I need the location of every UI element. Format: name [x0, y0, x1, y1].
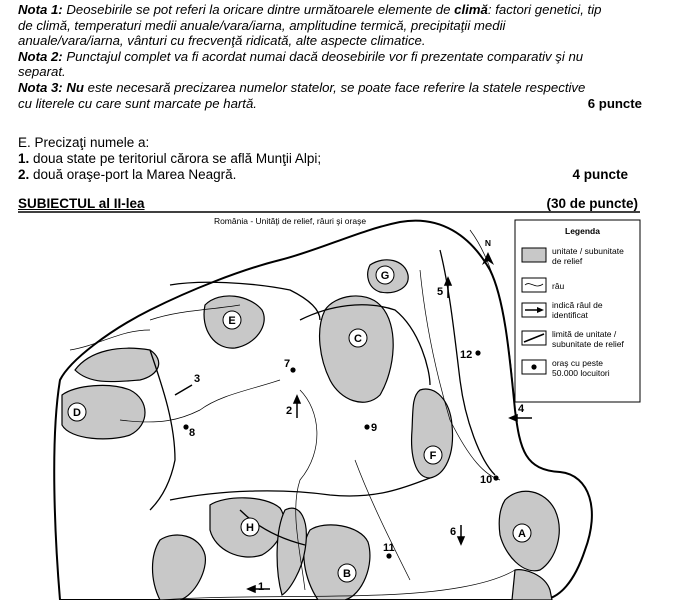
north-label: N	[484, 238, 492, 248]
romania-relief-map	[0, 210, 675, 600]
label-b	[338, 564, 356, 582]
legend-boundary-2: subunitate de relief	[552, 339, 624, 349]
legend-relief-swatch	[522, 248, 546, 262]
label-h-text: H	[246, 522, 254, 534]
legend-river: râu	[552, 281, 565, 291]
legend-city-1: oraş cu peste	[552, 358, 604, 368]
label-g-text: G	[380, 270, 390, 282]
note-3-label: Nota 3:	[18, 79, 63, 95]
num-10: 10	[480, 474, 493, 486]
note-1	[18, 2, 650, 18]
legend-arrow-2: identificat	[552, 310, 588, 320]
relief-unit-b	[304, 525, 370, 600]
num-5: 5	[437, 286, 444, 298]
note-1-bold: climă	[454, 2, 488, 17]
note-3-points: 6 puncte	[587, 95, 642, 111]
label-f-text: F	[429, 450, 437, 462]
city-9-dot	[364, 424, 369, 429]
label-b-text: B	[343, 568, 351, 580]
num-6: 6	[450, 526, 457, 538]
label-c-text: C	[354, 333, 362, 345]
label-g	[376, 266, 394, 284]
num-1: 1	[258, 581, 265, 593]
city-12-dot	[475, 350, 480, 355]
num-3: 3	[194, 373, 201, 385]
label-c	[349, 329, 367, 347]
note-1-text-b: : factori genetici, tip	[487, 2, 602, 17]
subject-heading	[18, 196, 638, 211]
city-11-dot	[386, 553, 391, 558]
note-3-text: este necesară precizarea numelor statelor, se poate face referire la statele respective	[83, 79, 586, 95]
label-e	[223, 311, 241, 329]
note-2-label: Nota 2:	[18, 48, 63, 64]
item-2-text: două oraşe-port la Marea Neagră.	[29, 167, 237, 182]
note-1-text: Deosebirile se pot referi la oricare dintre următoarele elemente de	[62, 2, 455, 17]
note-2-text: Punctajul complet va fi acordat numai dacă deosebirile vor fi prezentate comparativ şi nu	[62, 48, 584, 64]
num-4: 4	[518, 403, 525, 415]
city-8-dot	[183, 424, 188, 429]
note-1-line2: de climă, temperaturi medii anuale/vara/iarna, amplitudine termică, precipitaţii medii	[18, 17, 506, 33]
note-3-nu: Nu	[62, 79, 84, 95]
section-e-item-1	[18, 151, 628, 167]
section-e-item-2	[18, 167, 628, 183]
legend-boundary-1: limită de unitate /	[552, 329, 617, 339]
map-title: România - Unităţi de relief, râuri şi oraşe	[213, 216, 367, 226]
label-d	[68, 403, 86, 421]
note-2-line2: separat.	[18, 64, 66, 80]
item-2-number: 2.	[18, 167, 30, 182]
item-1-text: doua state pe teritoriul cărora se află Munţii Alpi;	[29, 151, 322, 166]
label-f	[424, 446, 442, 464]
num-7: 7	[284, 358, 291, 370]
legend-city-dot-icon	[531, 364, 536, 369]
note-3	[18, 80, 650, 96]
subject-title: SUBIECTUL al II-lea	[18, 196, 145, 211]
legend-relief-2: de relief	[552, 256, 583, 266]
legend	[515, 220, 640, 402]
city-10-dot	[493, 475, 498, 480]
note-1-label: Nota 1:	[18, 2, 63, 17]
item-1-number: 1.	[18, 151, 30, 166]
section-e	[18, 135, 628, 183]
legend-relief-1: unitate / subunitate	[552, 246, 624, 256]
notes-block	[18, 2, 650, 111]
label-a	[513, 524, 531, 542]
legend-title: Legenda	[565, 226, 600, 236]
item-2-wrap	[18, 167, 236, 183]
note-3-line2-row	[18, 96, 650, 112]
num-8: 8	[189, 427, 196, 439]
num-12: 12	[460, 349, 473, 361]
subject-points: (30 de puncte)	[546, 196, 638, 211]
legend-arrow-1: indică râul de	[552, 300, 603, 310]
note-1-line3: anuale/vara/iarna, vânturi cu frecvenţă ridicată, alte aspecte climatice.	[18, 33, 426, 49]
section-e-points: 4 puncte	[572, 167, 628, 182]
label-d-text: D	[73, 407, 81, 419]
city-7-dot	[290, 367, 295, 372]
section-e-heading: E. Precizaţi numele a:	[18, 135, 150, 150]
label-h	[241, 518, 259, 536]
arrow-4-icon	[510, 415, 532, 421]
note-3-line2: cu literele cu care sunt marcate pe hartă.	[18, 95, 257, 111]
num-11: 11	[383, 542, 395, 554]
num-9: 9	[371, 422, 378, 434]
num-2: 2	[286, 405, 293, 417]
note-2	[18, 49, 650, 65]
label-e-text: E	[228, 315, 236, 327]
legend-city-2: 50.000 locuitori	[552, 368, 610, 378]
label-a-text: A	[518, 528, 526, 540]
